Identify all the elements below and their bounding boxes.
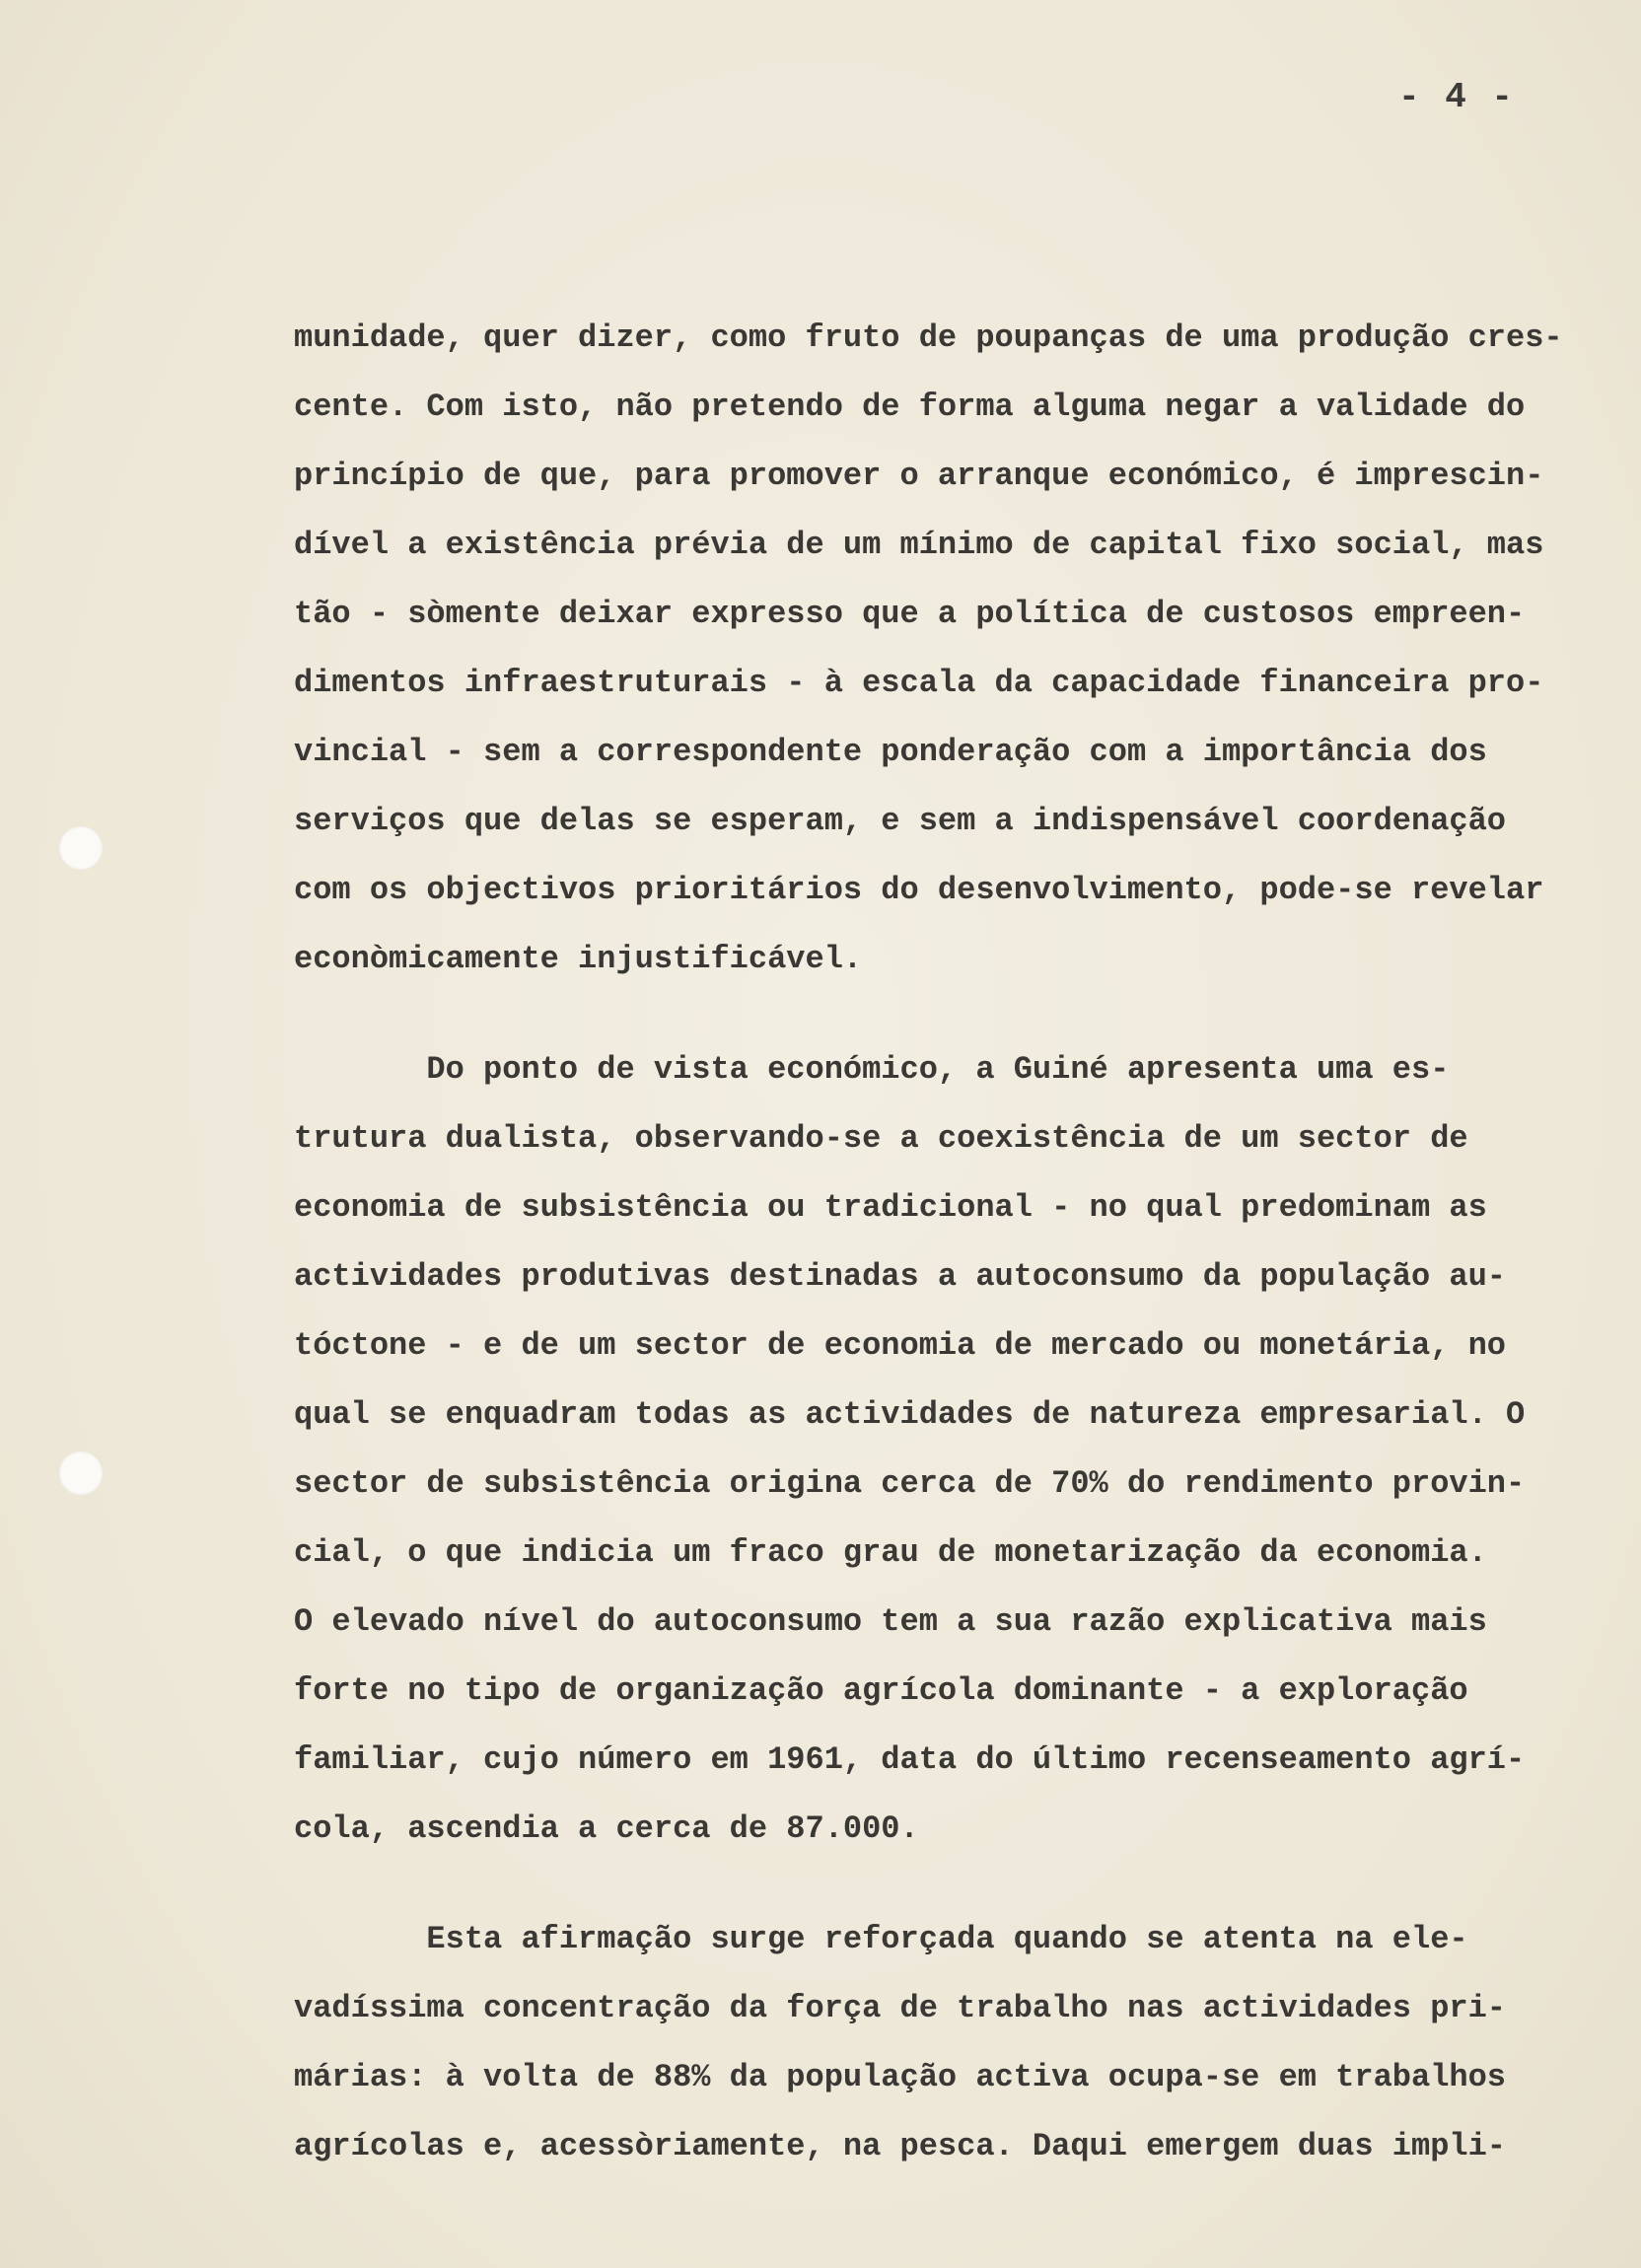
text-line: com os objectivos prioritários do desenvolvimento, pode-se revelar	[294, 872, 1544, 908]
text-line: econòmicamente injustificável.	[294, 941, 863, 977]
document-body	[294, 304, 1576, 2181]
text-line: vadíssima concentração da força de trabalho nas actividades pri-	[294, 1990, 1506, 2026]
text-line: cial, o que indicia um fraco grau de monetarização da economia.	[294, 1534, 1487, 1571]
text-line: márias: à volta de 88% da população activa ocupa-se em trabalhos	[294, 2059, 1506, 2095]
text-line: serviços que delas se esperam, e sem a indispensável coordenação	[294, 803, 1506, 839]
text-line: sector de subsistência origina cerca de 70% do rendimento provin-	[294, 1465, 1526, 1502]
text-line: economia de subsistência ou tradicional - no qual predominam as	[294, 1189, 1487, 1226]
text-line: O elevado nível do autoconsumo tem a sua razão explicativa mais	[294, 1603, 1487, 1640]
punch-hole	[59, 1452, 103, 1495]
text-line: Esta afirmação surge reforçada quando se atenta na ele-	[294, 1921, 1468, 1957]
text-line: familiar, cujo número em 1961, data do último recenseamento agrí-	[294, 1741, 1526, 1778]
text-line: tão - sòmente deixar expresso que a política de custosos empreen-	[294, 596, 1526, 632]
text-line: munidade, quer dizer, como fruto de poupanças de uma produção cres-	[294, 319, 1563, 356]
text-line: qual se enquadram todas as actividades de natureza empresarial. O	[294, 1396, 1526, 1433]
text-line: dimentos infraestruturais - à escala da capacidade financeira pro-	[294, 665, 1544, 701]
text-line: Do ponto de vista económico, a Guiné apresenta uma es-	[294, 1051, 1450, 1088]
punch-hole	[59, 826, 103, 870]
text-line: trutura dualista, observando-se a coexistência de um sector de	[294, 1120, 1468, 1157]
paragraph-3	[294, 1905, 1576, 2181]
text-line: agrícolas e, acessòriamente, na pesca. Daqui emergem duas impli-	[294, 2128, 1506, 2164]
text-line: dível a existência prévia de um mínimo de capital fixo social, mas	[294, 527, 1544, 563]
text-line: princípio de que, para promover o arranque económico, é imprescin-	[294, 458, 1544, 494]
text-line: actividades produtivas destinadas a autoconsumo da população au-	[294, 1258, 1506, 1295]
text-line: cente. Com isto, não pretendo de forma alguma negar a validade do	[294, 389, 1526, 425]
paragraph-2	[294, 1035, 1576, 1864]
text-line: vincial - sem a correspondente ponderação com a importância dos	[294, 734, 1487, 770]
page-number: - 4 -	[1398, 77, 1516, 117]
paragraph-1	[294, 304, 1576, 994]
text-line: cola, ascendia a cerca de 87.000.	[294, 1810, 919, 1847]
text-line: tóctone - e de um sector de economia de mercado ou monetária, no	[294, 1327, 1506, 1364]
text-line: forte no tipo de organização agrícola dominante - a exploração	[294, 1672, 1468, 1709]
